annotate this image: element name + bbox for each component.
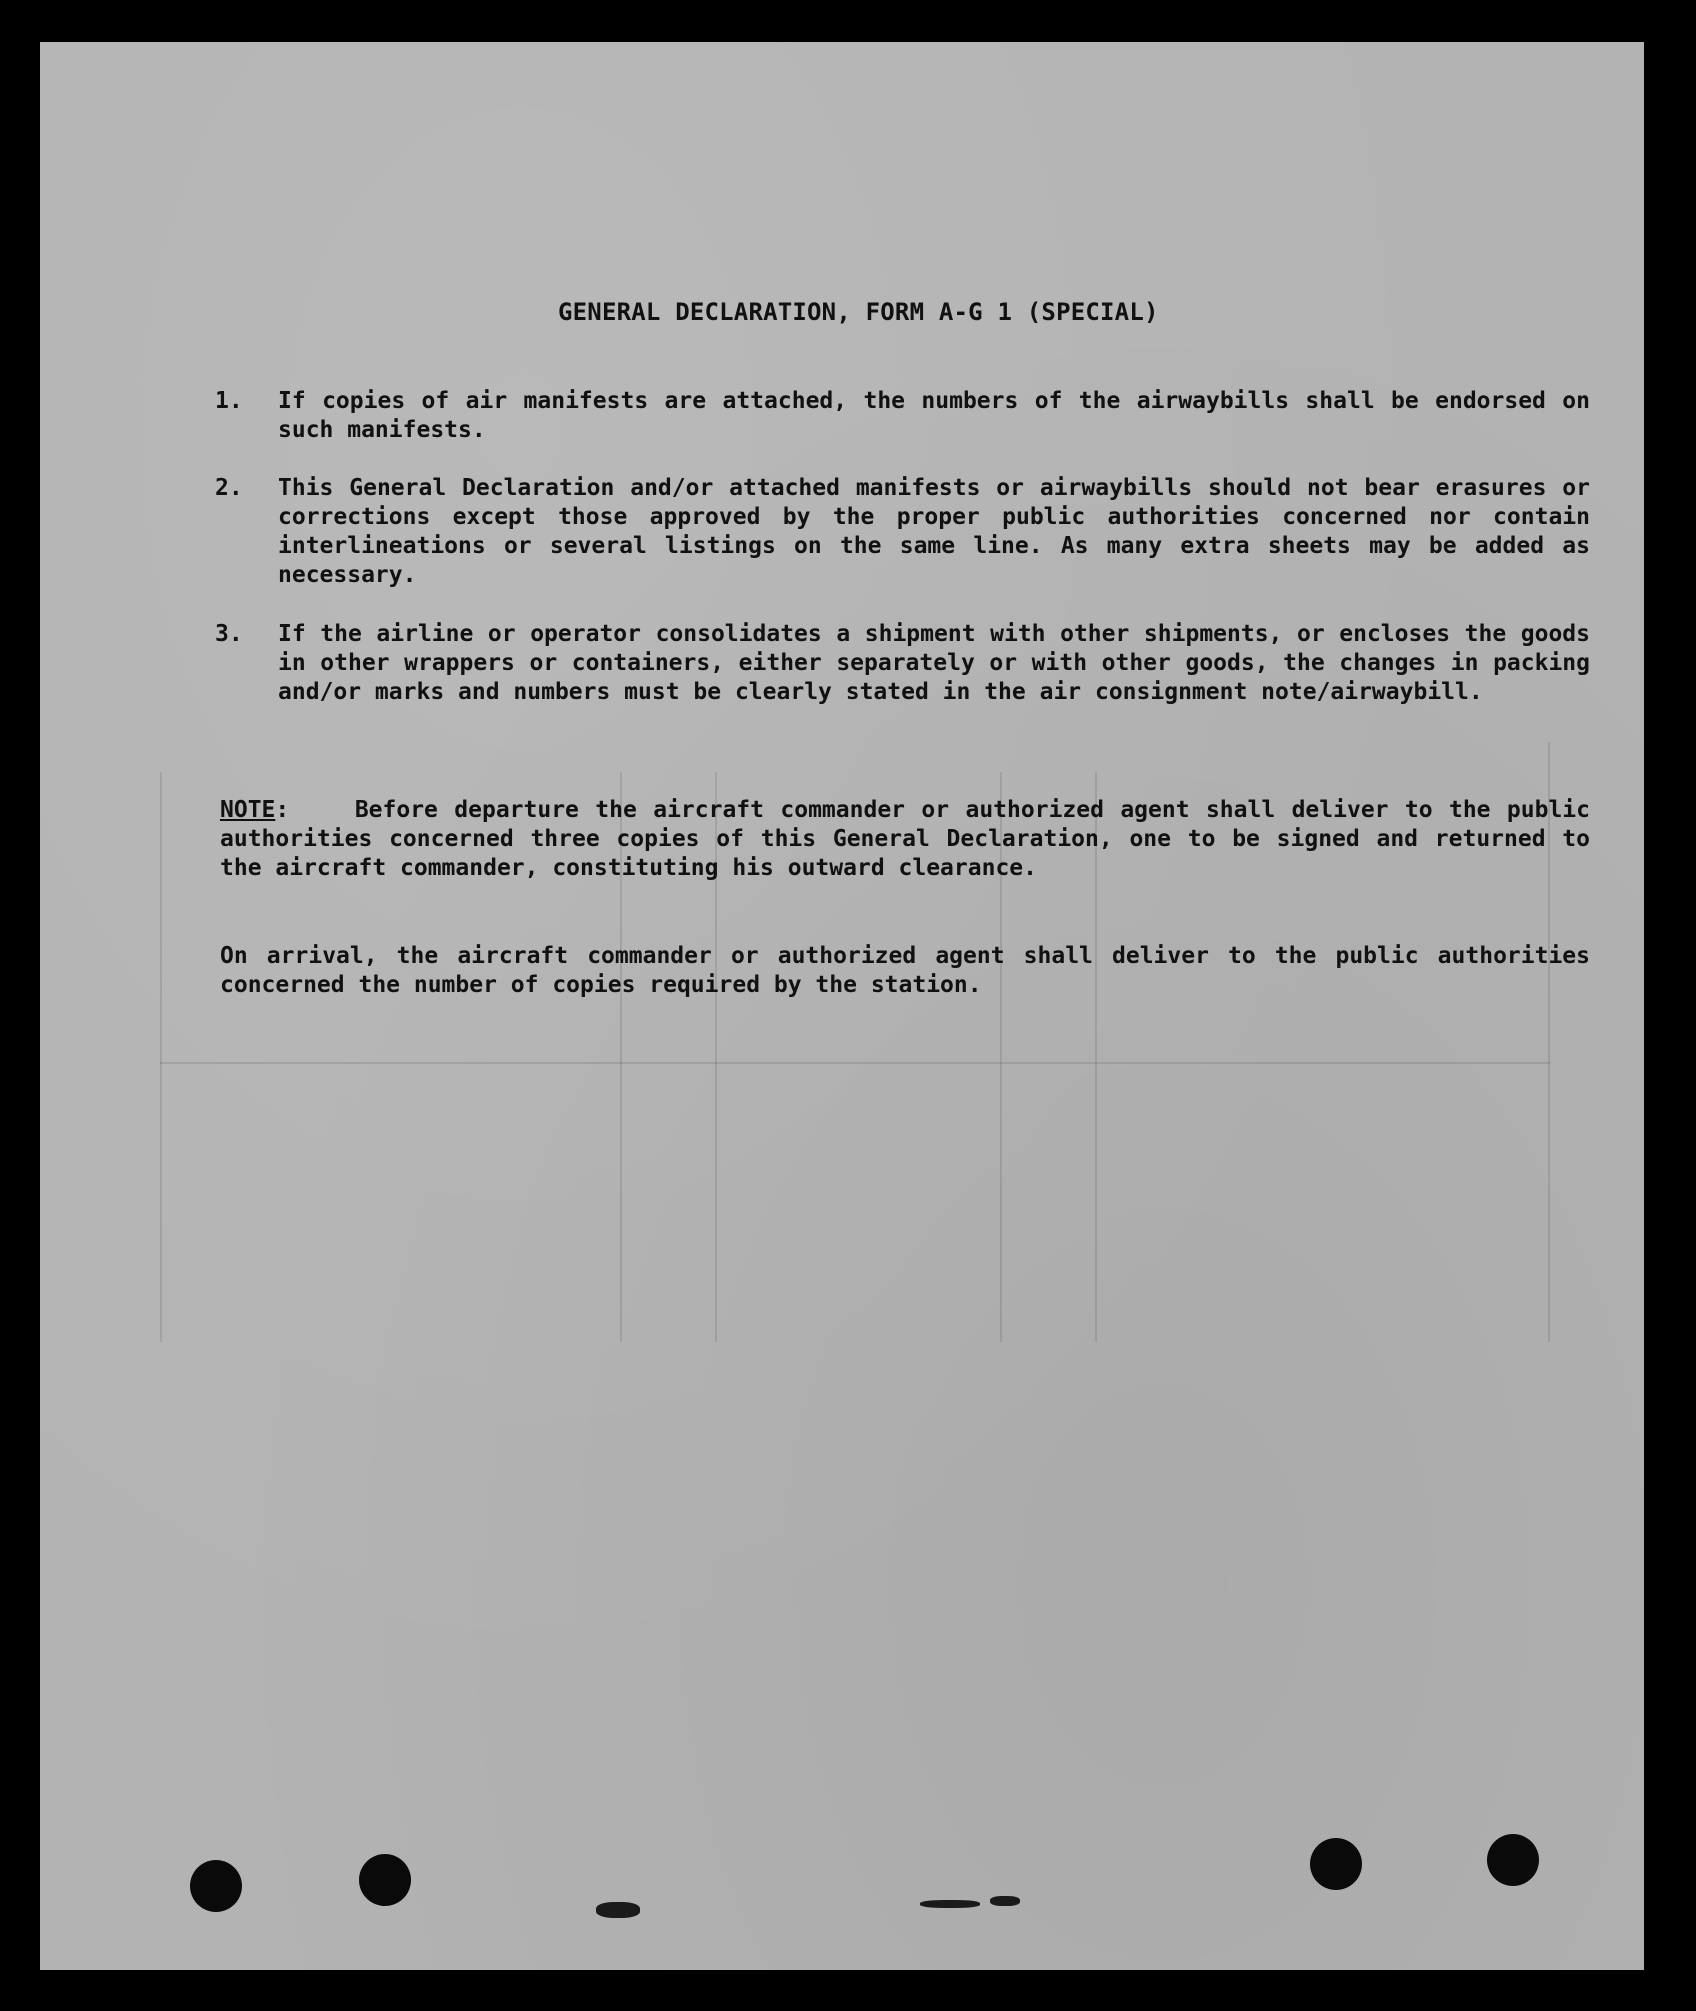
list-item <box>215 620 1590 707</box>
item-text: This General Declaration and/or attached manifests or airwaybills should not bear erasures or corrections except those approved by the proper public authorities concerned nor contain interlineations or several listings on the same line. As many extra sheets may be added as necessary. <box>278 475 1590 588</box>
list-item <box>215 474 1590 590</box>
note-label: NOTE <box>220 797 276 823</box>
arrival-paragraph: On arrival, the aircraft commander or authorized agent shall deliver to the public authorities concerned the number of copies required by the station. <box>220 943 1590 998</box>
punch-hole <box>1487 1834 1539 1886</box>
show-through-line <box>160 1062 1550 1064</box>
list-item <box>215 387 1590 445</box>
note-paragraph <box>220 796 1590 883</box>
punch-hole <box>1310 1838 1362 1890</box>
item-text: If the airline or operator consolidates a shipment with other shipments, or encloses the goods in other wrappers or containers, either separately or with other goods, the changes in packing and/or marks and numbers must be clearly stated in the air consignment note/airwaybill. <box>278 621 1590 705</box>
show-through-line <box>160 772 162 1342</box>
note-separator: : <box>275 797 290 823</box>
item-text: If copies of air manifests are attached, the numbers of the airwaybills shall be endorsed on such manifests. <box>278 388 1590 443</box>
ink-smudge <box>990 1896 1020 1906</box>
punch-hole <box>359 1854 411 1906</box>
document-page <box>40 42 1644 1970</box>
note-text: Before departure the aircraft commander or authorized agent shall deliver to the public authorities concerned three copies of this General Declaration, one to be signed and returned to the aircraft commander, constituting his outward clearance. <box>220 797 1590 881</box>
item-number: 3. <box>215 621 243 647</box>
page-title: GENERAL DECLARATION, FORM A-G 1 (SPECIAL) <box>558 298 1159 326</box>
item-number: 1. <box>215 388 243 414</box>
ink-smudge <box>596 1902 640 1918</box>
ink-smudge <box>920 1900 980 1908</box>
punch-hole <box>190 1860 242 1912</box>
item-number: 2. <box>215 475 243 501</box>
